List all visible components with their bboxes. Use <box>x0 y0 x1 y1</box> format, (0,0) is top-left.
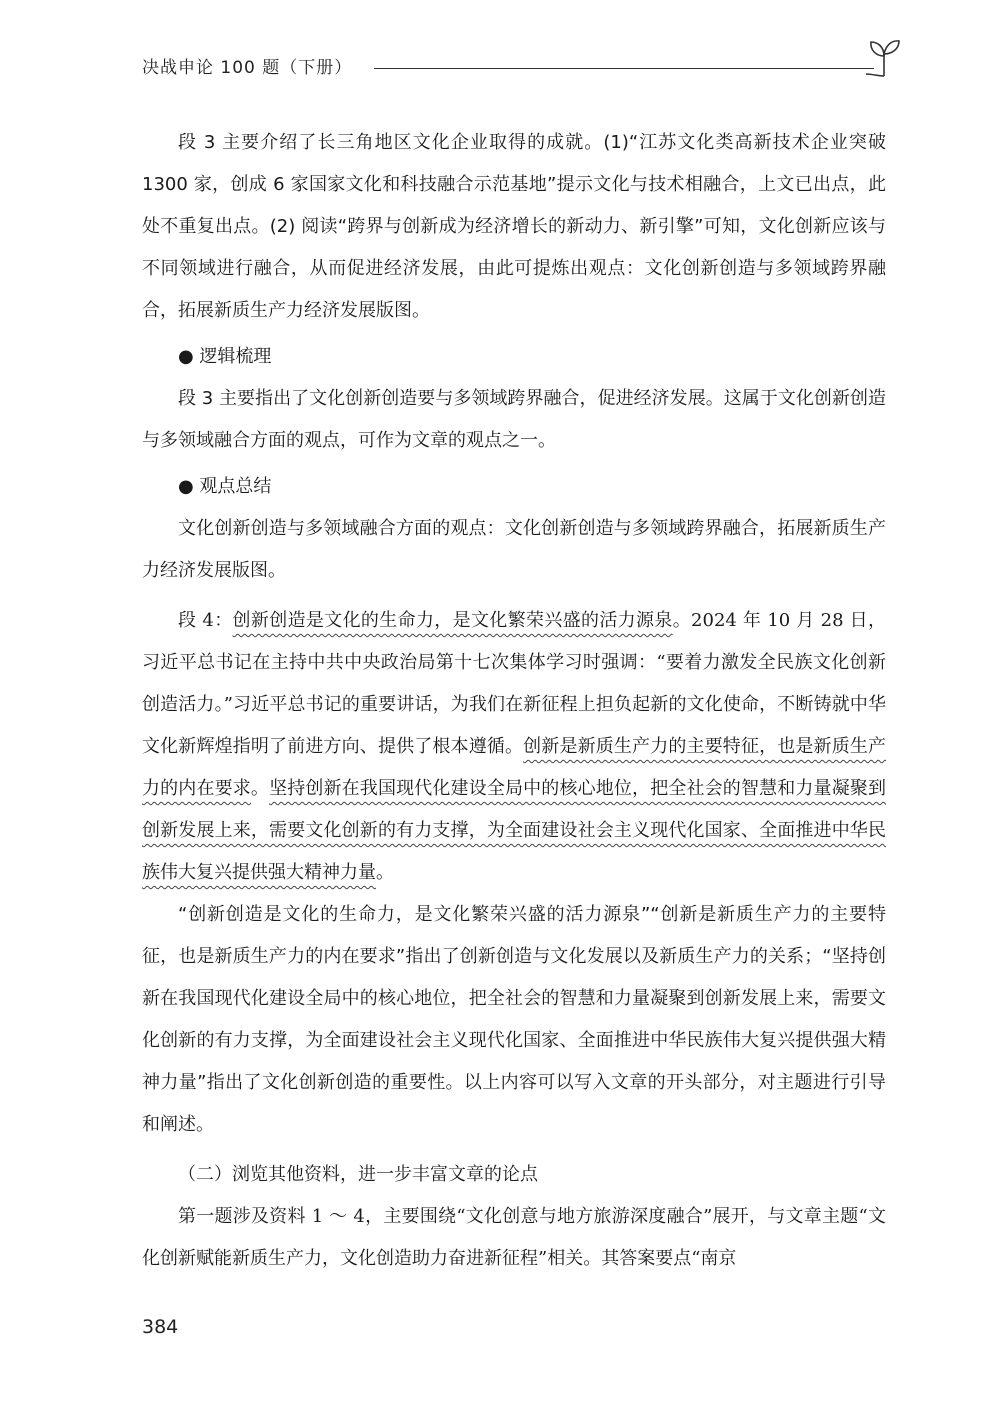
source-text-end: 。 <box>376 862 394 883</box>
running-header <box>142 48 902 80</box>
book-title: 决战申论 100 题（下册） <box>142 58 353 78</box>
paragraph-question-1: 第一题涉及资料 1 ～ 4，主要围绕“文化创意与地方旅游深度融合”展开，与文章主题“文化创新赋能新质生产力，文化创造助力奋进新征程”相关。其答案要点“南京 <box>142 1206 886 1269</box>
underlined-phrase-1: 创新创造是文化的生命力，是文化繁荣兴盛的活力源泉 <box>232 610 673 631</box>
header-rule <box>374 68 874 69</box>
underlined-phrase-2: 创新是新质生产力的主要特征，也是新质生产力的内在要求 <box>142 736 887 799</box>
source-text-2: 。 <box>250 778 270 799</box>
source-label: 段 4： <box>178 610 233 631</box>
page-number: 384 <box>142 1316 179 1338</box>
paragraph-viewpoint-3: 文化创新创造与多领域融合方面的观点：文化创新创造与多领域跨界融合，拓展新质生产力经济发展版图。 <box>142 518 886 581</box>
underlined-phrase-3: 坚持创新在我国现代化建设全局中的核心地位，把全社会的智慧和力量凝聚到创新发展上来，需要文化创新的有力支撑，为全面建设社会主义现代化国家、全面推进中华民族伟大复兴提供强大精神力量 <box>142 778 887 883</box>
bullet-logic-review: ● 逻辑梳理 <box>178 346 272 367</box>
paragraph-analysis-4: “创新创造是文化的生命力，是文化繁荣兴盛的活力源泉”“创新是新质生产力的主要特征，也是新质生产力的内在要求”指出了创新创造与文化发展以及新质生产力的关系；“坚持创新在我国现代化建设全局中的核心地位，把全社会的智慧和力量凝聚到创新发展上来，需要文化创新的有力支撑，为全面建设社会主义现代化国家、全面推进中华民族伟大复兴提供强大精神力量”指出了文化创新创造的重要性。以上内容可以写入文章的开头部分，对主题进行引导和阐述。 <box>142 904 886 1135</box>
bullet-viewpoint-summary: ● 观点总结 <box>178 476 272 497</box>
page-body <box>142 122 886 1280</box>
paragraph-source-4 <box>142 600 886 894</box>
paragraph-analysis-3: 段 3 主要介绍了长三角地区文化企业取得的成就。(1)“江苏文化类高新技术企业突破 1300 家，创成 6 家国家文化和科技融合示范基地”提示文化与技术相融合，上文已出点，此处不重复出点。(2) 阅读“跨界与创新成为经济增长的新动力、新引擎”可知，文化创新应该与不同领域进行融合，从而促进经济发展，由此可提炼出观点：文化创新创造与多领域跨界融合，拓展新质生产力经济发展版图。 <box>142 132 886 321</box>
sprout-icon <box>866 36 902 78</box>
section-heading-2: （二）浏览其他资料，进一步丰富文章的论点 <box>178 1164 538 1185</box>
paragraph-logic-3: 段 3 主要指出了文化创新创造要与多领域跨界融合，促进经济发展。这属于文化创新创造与多领域融合方面的观点，可作为文章的观点之一。 <box>142 388 886 451</box>
source-text-1: 。2024 年 10 月 28 日，习近平总书记在主持中共中央政治局第十七次集体学习时强调：“要着力激发全民族文化创新创造活力。”习近平总书记的重要讲话，为我们在新征程上担负起新的文化使命，不断铸就中华文化新辉煌指明了前进方向、提供了根本遵循。 <box>142 610 886 757</box>
